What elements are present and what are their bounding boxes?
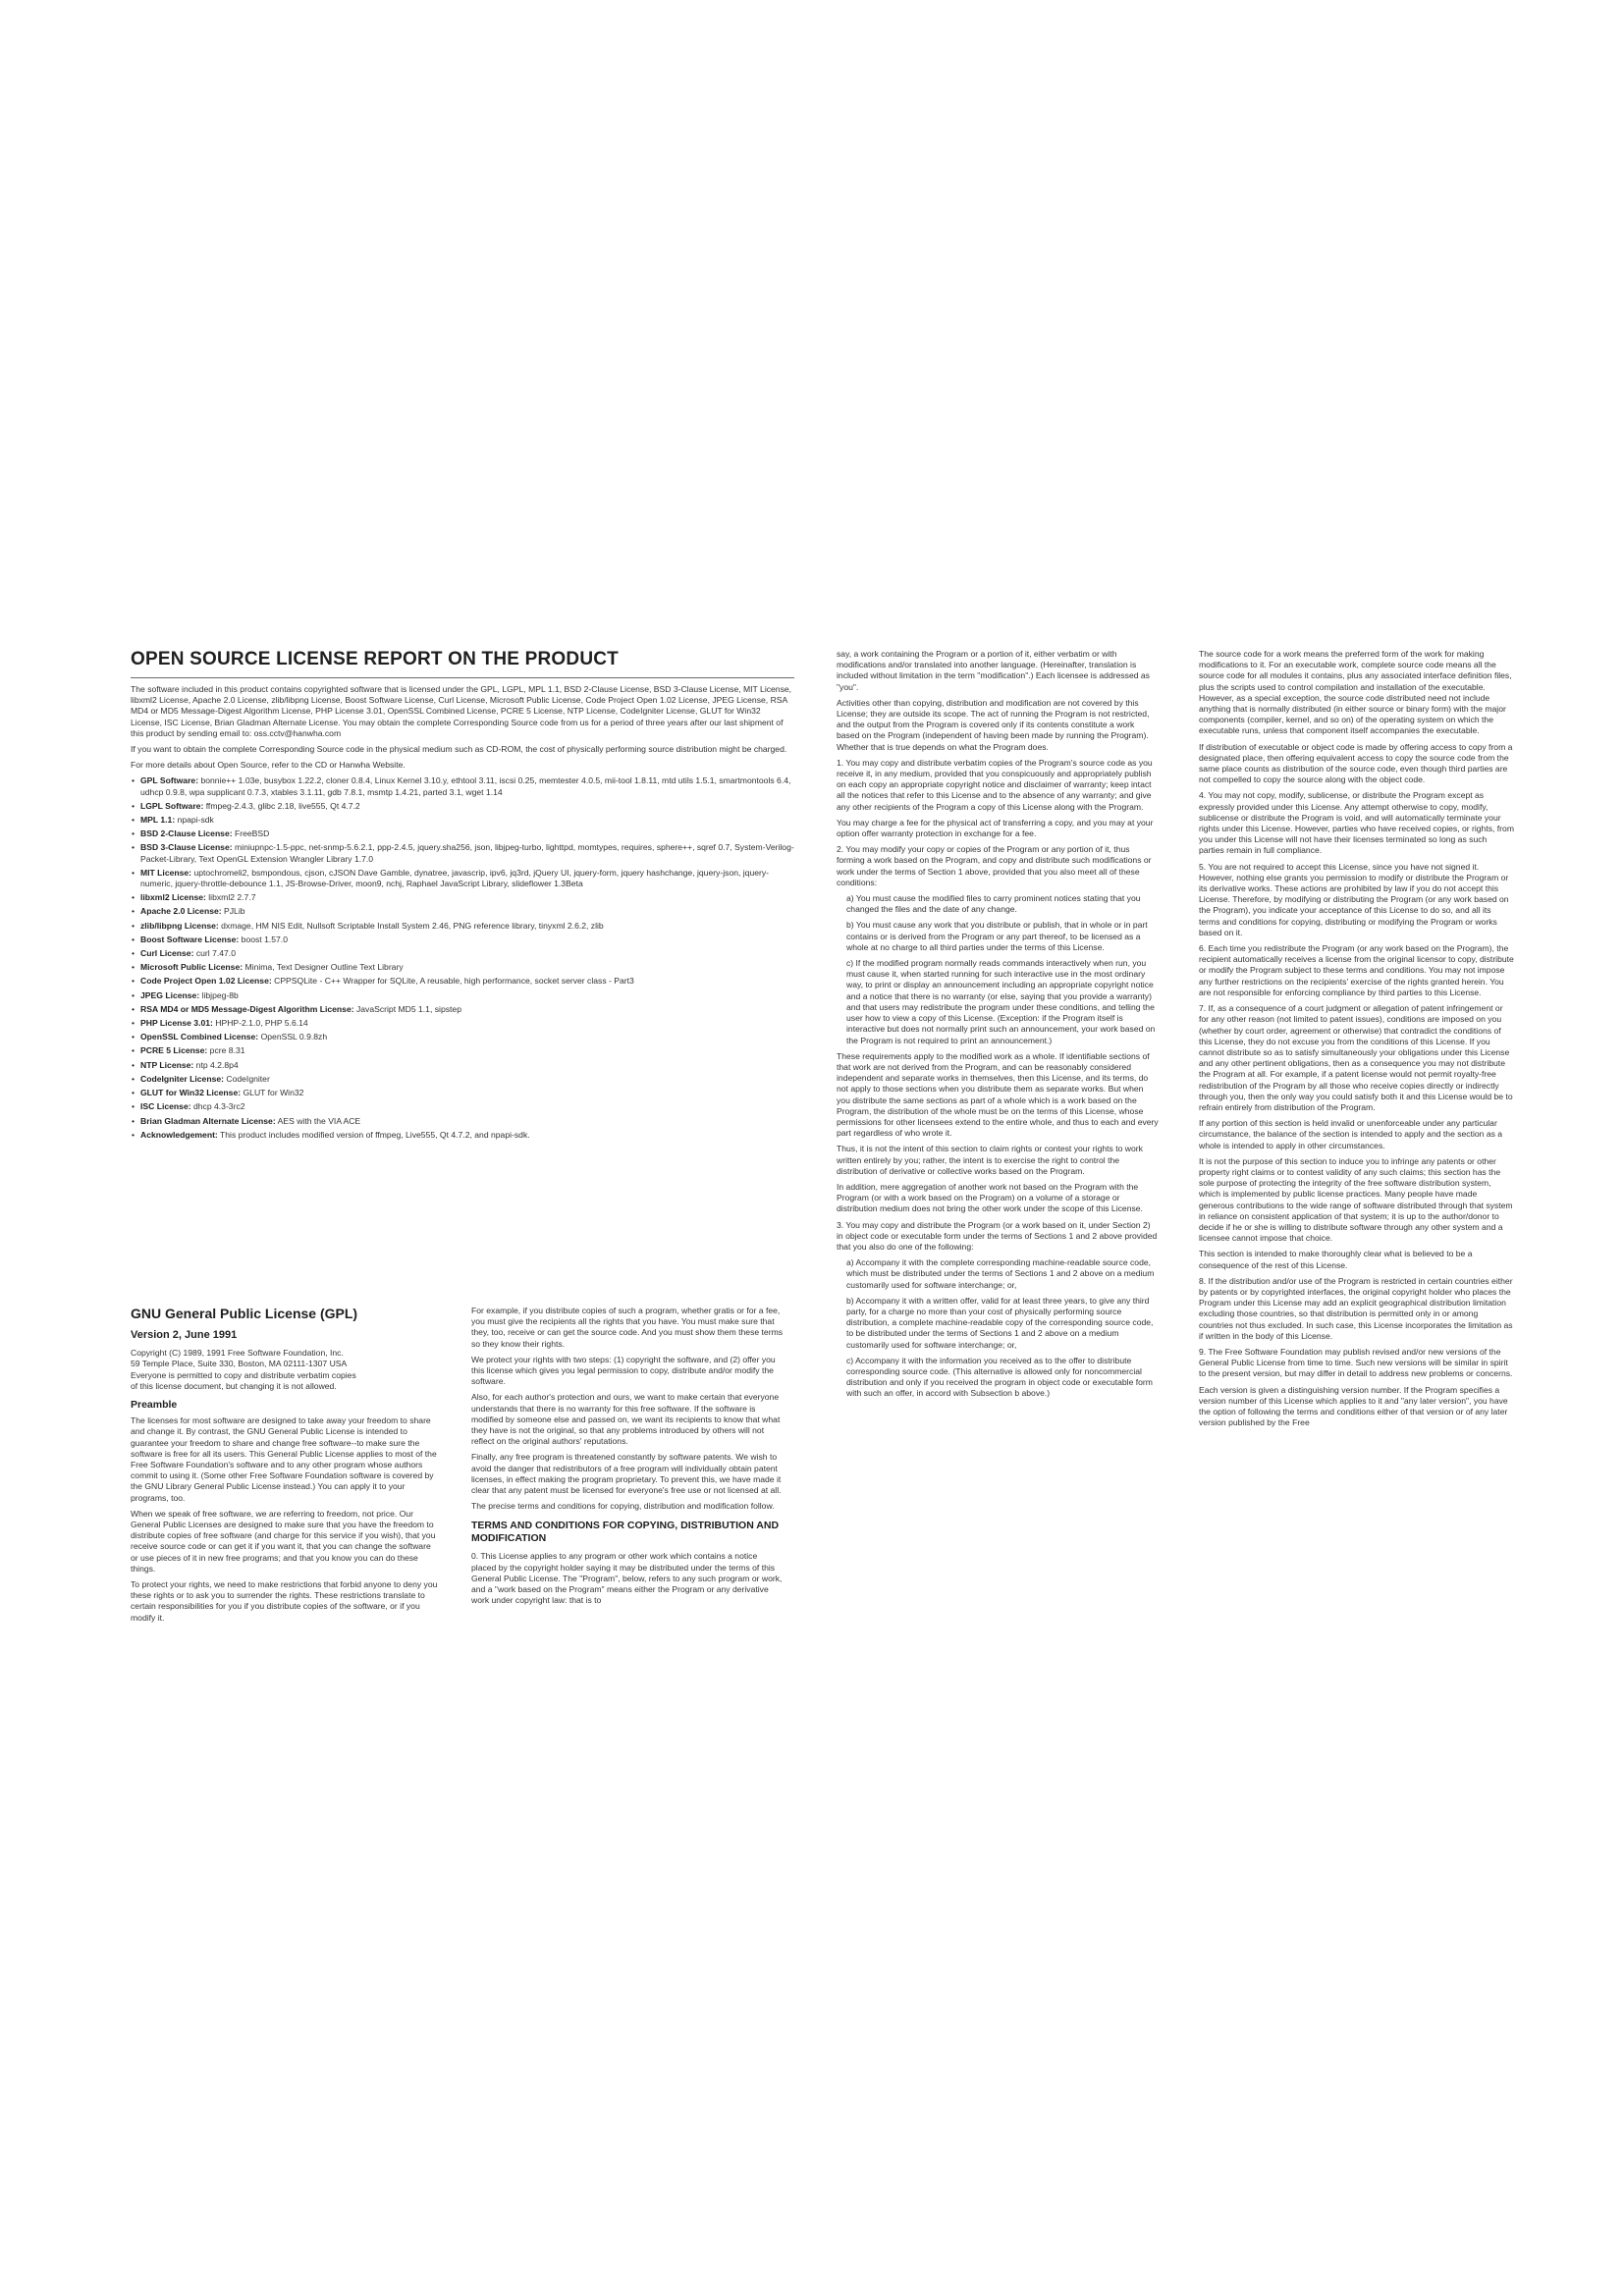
license-name: Brian Gladman Alternate License: xyxy=(140,1115,276,1126)
license-item xyxy=(131,1116,794,1127)
license-item xyxy=(131,868,794,889)
license-item xyxy=(131,815,794,826)
license-item xyxy=(131,1004,794,1015)
license-item xyxy=(131,948,794,959)
license-name: zlib/libpng License: xyxy=(140,920,219,931)
license-item xyxy=(131,1088,794,1098)
terms-paragraph: The source code for a work means the preferred form of the work for making modifications to it. For an executable work, complete source code means all the source code for all modules it contains, plus any associated interface definition files, plus the scripts used to control compilation and installation of the executable. However, as a special exception, the source code distributed need not include anything that is normally distributed (in either source or binary form) with the major components (compiler, kernel, and so on) of the operating system on which the executable runs, unless that component itself accompanies the executable. xyxy=(1199,649,1512,736)
terms-paragraph: It is not the purpose of this section to induce you to infringe any patents or other property right claims or to contest validity of any such claims; this section has the sole purpose of protecting the integrity of the free software distribution system, which is implemented by public license practices. Many people have made generous contributions to the wide range of software distributed through that system in reliance on consistent application of that system; it is up to the author/donor to decide if he or she is willing to distribute software through any other system and a licensee cannot impose that choice. xyxy=(1199,1155,1513,1244)
preamble-paragraph: To protect your rights, we need to make restrictions that forbid anyone to deny you these rights or to ask you to surrender the rights. These restrictions translate to certain responsibilities for you if you distribute copies of the software, or if you modify it. xyxy=(131,1579,438,1623)
license-components: libjpeg-8b xyxy=(199,989,239,1000)
intro-paragraph: If you want to obtain the complete Corresponding Source code in the physical medium such as CD-ROM, the cost of physically performing source distribution might be charged. xyxy=(131,744,787,755)
terms-paragraph: 6. Each time you redistribute the Program (or any work based on the Program), the recipient automatically receives a license from the original licensor to copy, distribute or modify the Program subject to these terms and conditions. You may not impose any further restrictions on the recipients' exercise of the rights granted herein. You are not responsible for enforcing compliance by third parties to this License. xyxy=(1199,943,1514,997)
license-components: dxmage, HM NIS Edit, Nullsoft Scriptable Install System 2.46, PNG reference library, tinyxml 2.6.2, zlib xyxy=(218,920,604,931)
license-item xyxy=(131,921,794,932)
terms-subclause: b) You must cause any work that you distribute or publish, that in whole or in part contains or is derived from the Program or any part thereof, to be licensed as a whole at no charge to all third parties under the terms of this License. xyxy=(846,920,1148,952)
terms-paragraph: say, a work containing the Program or a portion of it, either verbatim or with modifications and/or translated into another language. (Hereinafter, translation is included without limitation in the term "modification".) Each licensee is addressed as "you". xyxy=(837,649,1150,692)
license-name: Code Project Open 1.02 License: xyxy=(140,976,272,987)
license-components: bonnie++ 1.03e, busybox 1.22.2, cloner 0.8.4, Linux Kernel 3.10.y, ethtool 3.11, iscsi 0.25, memtester 4.0.5, mii-tool 1.8.11, mtd utils 1.5.1, smartmontools 6.4, udhcp 0.9.8, wpa supplicant 0.7.3, xtables 3.1.11, gdb 7.8.1, msmtp 1.4.21, parted 3.1, wget 1.14 xyxy=(140,775,791,797)
license-item xyxy=(131,828,794,839)
terms-subclause: b) Accompany it with a written offer, valid for at least three years, to give any third party, for a charge no more than your cost of physically performing source distribution, a complete machine-readable copy of the corresponding source code, to be distributed under the terms of Sections 1 and 2 above on a medium customarily used for software interchange; or, xyxy=(846,1295,1154,1350)
gpl-paragraph: Finally, any free program is threatened constantly by software patents. We wish to avoid the danger that redistributors of a free program will individually obtain patent licenses, in effect making the program proprietary. To prevent this, we have made it clear that any patent must be licensed for everyone's free use or not licensed at all. xyxy=(471,1452,782,1496)
terms-paragraph: Thus, it is not the intent of this section to claim rights or contest your rights to work written entirely by you; rather, the intent is to exercise the right to control the distribution of derivative or collective works based on the Program. xyxy=(837,1144,1143,1176)
license-components: ffmpeg-2.4.3, glibc 2.18, live555, Qt 4.7.2 xyxy=(203,800,360,811)
gpl-column-b xyxy=(471,1306,784,1611)
license-item xyxy=(131,1060,794,1071)
license-name: Boost Software License: xyxy=(140,934,240,944)
license-name: PHP License 3.01: xyxy=(140,1018,213,1029)
license-name: ISC License: xyxy=(140,1101,191,1112)
terms-paragraph: 5. You are not required to accept this License, since you have not signed it. However, nothing else grants you permission to modify or distribute the Program or its derivative works. These actions are prohibited by law if you do not accept this License. Therefore, by modifying or distributing the Program (or any work based on the Program), you indicate your acceptance of this License to do so, and all its terms and conditions for copying, distributing or modifying the Program or works based on it. xyxy=(1199,861,1509,937)
license-name: BSD 2-Clause License: xyxy=(140,828,233,839)
license-item xyxy=(131,976,794,987)
page-title: OPEN SOURCE LICENSE REPORT ON THE PRODUCT xyxy=(131,649,794,678)
license-components: HPHP-2.1.0, PHP 5.6.14 xyxy=(212,1018,308,1029)
gpl-version: Version 2, June 1991 xyxy=(131,1329,238,1341)
terms-subclause: c) Accompany it with the information you received as to the offer to distribute corresponding source code. (This alternative is allowed only for noncommercial distribution and only if you received the program in object code or executable form with such an offer, in accord with Subsection b above.) xyxy=(846,1355,1153,1399)
terms-paragraph: 2. You may modify your copy or copies of the Program or any portion of it, thus forming a work based on the Program, and copy and distribute such modifications or work under the terms of Section 1 above, provided that you also meet all of these conditions: xyxy=(837,844,1152,887)
copyright-line: Copyright (C) 1989, 1991 Free Software Foundation, Inc. xyxy=(131,1348,344,1359)
license-item xyxy=(131,1130,794,1141)
terms-subclause: a) You must cause the modified files to carry prominent notices stating that you changed the files and the date of any change. xyxy=(846,893,1141,915)
license-components: PJLib xyxy=(221,906,245,917)
license-item xyxy=(131,892,794,903)
terms-paragraph: These requirements apply to the modified work as a whole. If identifiable sections of that work are not derived from the Program, and can be reasonably considered independent and separate works in themselves, then this License, and its terms, do not apply to those sections when you distribute them as separate works. But when you distribute the same sections as part of a whole which is a work based on the Program, the distribution of the whole must be on the terms of this License, whose permissions for other licensees extend to the entire whole, and thus to each and every part regardless of who wrote it. xyxy=(837,1050,1159,1139)
license-name: BSD 3-Clause License: xyxy=(140,842,233,853)
license-item xyxy=(131,775,794,797)
terms-paragraph: Each version is given a distinguishing version number. If the Program specifies a version number of this License which applies to it and "any later version", you have the option of following the terms and conditions either of that version or of any later version published by the Free xyxy=(1199,1384,1508,1428)
gpl-paragraph: Also, for each author's protection and ours, we want to make certain that everyone understands that there is no warranty for this free software. If the software is modified by someone else and passed on, we want its recipients to know that what they have is not the original, so that any problems introduced by others will not reflect on the original authors' reputations. xyxy=(471,1392,781,1447)
license-name: JPEG License: xyxy=(140,989,200,1000)
copyright-line: 59 Temple Place, Suite 330, Boston, MA 02111-1307 USA xyxy=(131,1359,348,1369)
terms-subclause: c) If the modified program normally reads commands interactively when run, you must cause it, when started running for such interactive use in the most ordinary way, to print or display an announcement including an appropriate copyright notice and a notice that there is no warranty (or else, saying that you provide a warranty) and that users may redistribute the program under these conditions, and telling the user how to view a copy of this License. (Exception: if the Program itself is interactive but does not normally print such an announcement, your work based on the Program is not required to print an announcement.) xyxy=(846,958,1156,1045)
terms-paragraph: 4. You may not copy, modify, sublicense, or distribute the Program except as expressly provided under this License. Any attempt otherwise to copy, modify, sublicense or distribute the Program is void, and will automatically terminate your rights under this License. However, parties who have received copies, or rights, from you under this License will not have their licenses terminated so long as such parties remain in full compliance. xyxy=(1199,790,1514,856)
license-components: CodeIgniter xyxy=(224,1073,270,1084)
license-name: CodeIgniter License: xyxy=(140,1073,224,1084)
preamble-paragraph: The licenses for most software are designed to take away your freedom to share and change it. By contrast, the GNU General Public License is intended to guarantee your freedom to share and change free software--to make sure the software is free for all its users. This General Public License applies to most of the Free Software Foundation's software and to any other program whose authors commit to using it. (Some other Free Software Foundation software is covered by the GNU Library General Public License instead.) You can apply it to your programs, too. xyxy=(131,1415,437,1503)
terms-paragraph: In addition, mere aggregation of another work not based on the Program with the Program (or with a work based on the Program) on a volume of a storage or distribution medium does not bring the other work under the scope of this License. xyxy=(837,1181,1143,1214)
terms-paragraph: If distribution of executable or object code is made by offering access to copy from a designated place, then offering equivalent access to copy the source code from the same place counts as distribution of the source code, even though third parties are not compelled to copy the source along with the object code. xyxy=(1199,741,1513,785)
license-name: libxml2 License: xyxy=(140,892,206,903)
license-item xyxy=(131,934,794,945)
gpl-paragraph: The precise terms and conditions for copying, distribution and modification follow. xyxy=(471,1501,775,1512)
license-item xyxy=(131,990,794,1001)
terms-paragraph: 0. This License applies to any program or other work which contains a notice placed by the copyright holder saying it may be distributed under the terms of this General Public License. The "Program", below, refers to any such program or work, and a "work based on the Program" means either the Program or any derivative work under copyright law: that is to xyxy=(471,1551,783,1606)
license-name: Acknowledgement: xyxy=(140,1129,218,1140)
license-item xyxy=(131,801,794,812)
license-components: OpenSSL 0.9.8zh xyxy=(258,1032,328,1042)
license-components: GLUT for Win32 xyxy=(241,1088,304,1098)
license-components: libxml2 2.7.7 xyxy=(205,892,256,903)
license-components: FreeBSD xyxy=(232,828,270,839)
intro-paragraph: For more details about Open Source, refer to the CD or Hanwha Website. xyxy=(131,760,406,771)
license-components: npapi-sdk xyxy=(175,815,214,826)
gpl-column-3 xyxy=(837,649,1159,1405)
terms-paragraph: Activities other than copying, distribution and modification are not covered by this License; they are outside its scope. The act of running the Program is not restricted, and the output from the Program is covered only if its contents constitute a work based on the Program (independent of having been made by running the Program). Whether that is true depends on what the Program does. xyxy=(837,697,1150,752)
license-components: dhcp 4.3-3rc2 xyxy=(190,1101,245,1112)
license-name: MPL 1.1: xyxy=(140,815,176,826)
license-components: pcre 8.31 xyxy=(207,1045,245,1056)
license-components: miniupnpc-1.5-ppc, net-snmp-5.6.2.1, ppp-2.4.5, jquery.sha256, json, libjpeg-turbo, lighttpd, momtypes, requires, sphere++, sqref 0.7, System-Verilog-Packet-Library, Text OpenGL Extension Wrangler Library 1.7.0 xyxy=(140,842,794,864)
gpl-column-a xyxy=(131,1306,438,1629)
license-name: Apache 2.0 License: xyxy=(140,906,222,917)
copyright-line: of this license document, but changing it is not allowed. xyxy=(131,1380,337,1391)
terms-paragraph: 7. If, as a consequence of a court judgment or allegation of patent infringement or for any other reason (not limited to patent issues), conditions are imposed on you (whether by court order, agreement or otherwise) that contradict the conditions of this License, they do not excuse you from the conditions of this License. If you cannot distribute so as to satisfy simultaneously your obligations under this License and any other pertinent obligations, then as a consequence you may not distribute the Program at all. For example, if a patent license would not permit royalty-free redistribution of the Program by all those who receive copies directly or indirectly through you, then the only way you could satisfy both it and this License would be to refrain entirely from distribution of the Program. xyxy=(1199,1003,1513,1112)
license-components: AES with the VIA ACE xyxy=(275,1115,361,1126)
license-item xyxy=(131,1018,794,1029)
gpl-column-4 xyxy=(1199,649,1514,1433)
terms-paragraph: This section is intended to make thoroughly clear what is believed to be a consequence of the rest of this License. xyxy=(1199,1249,1473,1270)
license-item xyxy=(131,906,794,917)
license-item xyxy=(131,1032,794,1042)
license-name: RSA MD4 or MD5 Message-Digest Algorithm License: xyxy=(140,1003,354,1014)
license-name: MIT License: xyxy=(140,867,192,878)
license-components: Minima, Text Designer Outline Text Library xyxy=(243,962,404,973)
license-name: OpenSSL Combined License: xyxy=(140,1032,259,1042)
license-item xyxy=(131,962,794,973)
terms-heading: TERMS AND CONDITIONS FOR COPYING, DISTRIBUTION AND MODIFICATION xyxy=(471,1520,780,1545)
gpl-paragraph: We protect your rights with two steps: (1) copyright the software, and (2) offer you this license which gives you legal permission to copy, distribute and/or modify the software. xyxy=(471,1354,776,1387)
copyright-line: Everyone is permitted to copy and distribute verbatim copies xyxy=(131,1369,356,1380)
license-name: GLUT for Win32 License: xyxy=(140,1088,242,1098)
license-components: curl 7.47.0 xyxy=(193,948,236,959)
license-components: uptochromeli2, bsmpondous, cjson, cJSON Dave Gamble, dynatree, javascrip, ipv6, jq3rd, jQuery UI, jquery-form, jquery hashchange, jquery-json, jquery-numeric, jquery-throttle-debounce 1.1, JS-Browse-Driver, moon9, nchj, Raphael JavaScript Library, slideflower 1.3Beta xyxy=(140,867,770,889)
terms-paragraph: 3. You may copy and distribute the Program (or a work based on it, under Section 2) in object code or executable form under the terms of Sections 1 and 2 above provided that you also do one of the following: xyxy=(837,1219,1158,1252)
license-item xyxy=(131,1074,794,1085)
terms-paragraph: You may charge a fee for the physical act of transferring a copy, and you may at your option offer warranty protection in exchange for a fee. xyxy=(837,817,1154,839)
preamble-paragraph: When we speak of free software, we are referring to freedom, not price. Our General Public Licenses are designed to make sure that you have the freedom to distribute copies of free software (and charge for this service if you wish), that you receive source code or can get it if you want it, that you can change the software or use pieces of it in new free programs; and that you know you can do these things. xyxy=(131,1508,436,1574)
terms-paragraph: 1. You may copy and distribute verbatim copies of the Program's source code as you receive it, in any medium, provided that you conspicuously and appropriately publish on each copy an appropriate copyright notice and disclaimer of warranty; keep intact all the notices that refer to this License and to the absence of any warranty; and give any other recipients of the Program a copy of this License along with the Program. xyxy=(837,757,1153,812)
license-components: ntp 4.2.8p4 xyxy=(193,1059,239,1070)
license-components: CPPSQLite - C++ Wrapper for SQLite, A reusable, high performance, socket server class - Part3 xyxy=(271,976,634,987)
license-components: boost 1.57.0 xyxy=(239,934,288,944)
gpl-title: GNU General Public License (GPL) xyxy=(131,1306,358,1321)
terms-subclause: a) Accompany it with the complete corresponding machine-readable source code, which must be distributed under the terms of Sections 1 and 2 above on a medium customarily used for software interchange; or, xyxy=(846,1257,1155,1290)
license-components: This product includes modified version of ffmpeg, Live555, Qt 4.7.2, and npapi-sdk. xyxy=(217,1129,530,1140)
license-name: Curl License: xyxy=(140,948,194,959)
license-name: NTP License: xyxy=(140,1059,194,1070)
license-name: Microsoft Public License: xyxy=(140,962,244,973)
license-report-section xyxy=(131,649,794,1144)
license-item xyxy=(131,1045,794,1056)
terms-paragraph: 8. If the distribution and/or use of the Program is restricted in certain countries either by patents or by copyrighted interfaces, the original copyright holder who places the Program under this License may add an explicit geographical distribution limitation excluding those countries, so that distribution is permitted only in or among countries not thus excluded. In such case, this License incorporates the limitation as if written in the body of this License. xyxy=(1199,1275,1513,1341)
license-name: PCRE 5 License: xyxy=(140,1045,208,1056)
license-list xyxy=(131,775,794,1140)
terms-paragraph: If any portion of this section is held invalid or unenforceable under any particular circumstance, the balance of the section is intended to apply and the section as a whole is intended to apply in other circumstances. xyxy=(1199,1118,1503,1150)
intro-paragraph: The software included in this product contains copyrighted software that is licensed under the GPL, LGPL, MPL 1.1, BSD 2-Clause License, BSD 3-Clause License, MIT License, libxml2 License, Apache 2.0 License, zlib/libpng License, Boost Software License, Curl License, Microsoft Public License, Code Project Open 1.02 License, JPEG License, RSA MD4 or MD5 Message-Digest Algorithm License, PHP License 3.01, OpenSSL Combined License, PCRE 5 License, NTP License, CodeIgniter License, GLUT for Win32 License, ISC License, Brian Gladman Alternate License. You may obtain the complete Corresponding Source code from us for a period of three years after our last shipment of this product by sending email to: oss.cctv@hanwha.com xyxy=(131,684,792,738)
license-item xyxy=(131,1101,794,1112)
terms-paragraph: 9. The Free Software Foundation may publish revised and/or new versions of the General Public License from time to time. Such new versions will be similar in spirit to the present version, but may differ in detail to address new problems or concerns. xyxy=(1199,1346,1513,1379)
license-name: LGPL Software: xyxy=(140,800,204,811)
gpl-paragraph: For example, if you distribute copies of such a program, whether gratis or for a fee, you must give the recipients all the rights that you have. You must make sure that they, too, receive or can get the source code. And you must show them these terms so they know their rights. xyxy=(471,1306,784,1349)
preamble-heading: Preamble xyxy=(131,1399,178,1412)
license-components: JavaScript MD5 1.1, sipstep xyxy=(353,1003,461,1014)
license-name: GPL Software: xyxy=(140,775,199,786)
license-item xyxy=(131,842,794,864)
